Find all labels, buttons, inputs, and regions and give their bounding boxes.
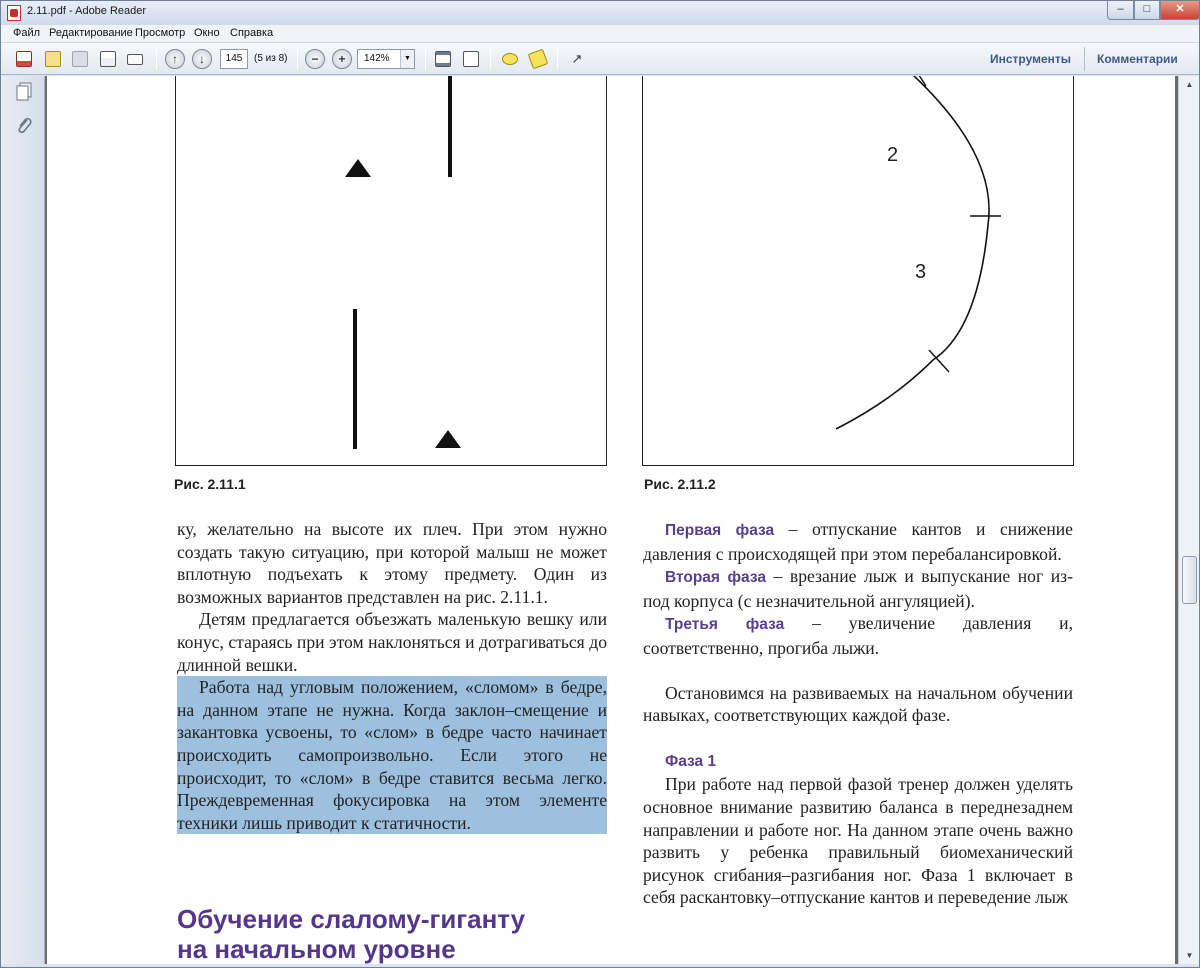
plus-icon: +	[338, 52, 346, 66]
open-file-button[interactable]	[42, 48, 64, 70]
menu-file[interactable]: Файл	[13, 27, 41, 39]
zoom-select[interactable]	[357, 49, 415, 69]
figure-2-11-2	[642, 76, 1074, 466]
scroll-up-icon[interactable]: ▲	[1185, 80, 1194, 89]
envelope-icon	[127, 54, 143, 65]
pdf-page	[47, 76, 1175, 964]
navigation-pane	[1, 76, 45, 968]
phase-3-text: – увеличение давления и, соответственно, прогиба лыжи.	[643, 613, 1073, 658]
menu-window[interactable]: Окно	[194, 27, 220, 39]
section-heading-line-1: Обучение слалому-гиганту	[177, 904, 526, 934]
subheading-line	[643, 749, 1073, 774]
document-view[interactable]	[45, 76, 1178, 964]
comments-pane-button[interactable]: Комментарии	[1097, 52, 1178, 66]
cone-marker-bottom	[435, 430, 461, 448]
section-heading-line-2: на начальном уровне	[177, 934, 456, 964]
scroll-down-icon[interactable]: ▼	[1185, 951, 1194, 960]
phase-2-label: Вторая фаза	[665, 569, 766, 587]
create-pdf-button[interactable]	[13, 48, 35, 70]
minus-icon: −	[311, 52, 319, 66]
phase-3-label: Третья фаза	[665, 616, 785, 634]
figure-2-11-2-drawing	[643, 76, 1073, 465]
page-thumbnails-icon[interactable]	[15, 82, 33, 102]
paragraph: ку, желательно на высоте их плеч. При этом нужно создать такую ситуацию, при которой малыш не может вплотную подъехать к этому предмету. Один из возможных вариантов представлен на рис. 2.11.1.	[177, 519, 607, 607]
save-icon	[72, 51, 88, 67]
fit-page-icon	[435, 51, 451, 67]
phase-2-paragraph	[643, 565, 1073, 612]
arrow-up-icon: ↑	[172, 52, 178, 66]
highlighter-icon	[528, 49, 549, 70]
menu-view[interactable]: Просмотр	[135, 27, 186, 39]
menu-edit[interactable]: Редактирование	[49, 27, 133, 39]
minimize-button[interactable]: –	[1107, 1, 1134, 20]
fit-width-icon	[463, 51, 479, 67]
speech-bubble-icon	[502, 53, 518, 65]
highlighted-paragraph[interactable]: Работа над угловым положением, «сломом» в бедре, на данном этапе не нужна. Когда заклон–смещение и закантовка усвоены, то «слом» в бедре часто начинает происходить самопроизвольно. Если этого не происходит, то «слом» в бедре ставится весьма легко. Преждевременная фокусировка на этом элементе техники лишь приводит к статичности.	[177, 677, 607, 833]
expand-arrows-icon: ↗	[571, 51, 583, 66]
save-button[interactable]	[69, 48, 91, 70]
long-pole-bottom	[353, 309, 357, 449]
section-heading	[177, 904, 525, 964]
zoom-in-button[interactable]	[332, 49, 352, 69]
fit-page-button[interactable]	[432, 48, 454, 70]
menu-bar	[1, 25, 1200, 43]
paragraph: Детям предлагается объезжать маленькую вешку или конус, стараясь при этом наклоняться и дотрагиваться до длинной вешки.	[177, 609, 607, 675]
create-pdf-icon	[16, 51, 32, 67]
next-page-button[interactable]	[192, 49, 212, 69]
email-button[interactable]	[124, 48, 146, 70]
print-button[interactable]	[97, 48, 119, 70]
phase-1-label: Первая фаза	[665, 522, 775, 539]
figure-2-11-1	[175, 76, 607, 466]
fit-width-button[interactable]	[460, 48, 482, 70]
chevron-down-icon[interactable]: ▼	[400, 50, 414, 68]
page-number-input[interactable]: 145	[220, 49, 248, 69]
figure-2-11-2-caption: Рис. 2.11.2	[644, 476, 716, 492]
highlight-button[interactable]	[527, 48, 549, 70]
paragraph: При работе над первой фазой тренер должен уделять основное внимание развитию баланса в переднезаднем направлении и работе ног. На данном этапе очень важно развить у ребенка правильный биомеханический рисунок сгибания–разгибания ног. Фаза 1 включает в себя раскантовку–отпускание кантов и переведение лыж	[643, 774, 1073, 908]
print-icon	[100, 51, 116, 67]
long-pole-top	[448, 76, 452, 177]
phase-1-text: – отпускание кантов и снижение давления с происходящей при этом перебалансировкой.	[643, 519, 1073, 564]
close-button[interactable]: ✕	[1160, 1, 1200, 20]
phase-3-label: 3	[915, 261, 927, 283]
tools-pane-button[interactable]: Инструменты	[990, 52, 1072, 66]
paragraph: Остановимся на развиваемых на начальном обучении навыках, соответствующих каждой фазе.	[643, 682, 1073, 726]
attachments-paperclip-icon[interactable]	[15, 116, 33, 136]
figure-2-11-1-drawing	[176, 76, 606, 465]
phase-3-paragraph	[643, 612, 1073, 659]
maximize-button[interactable]: □	[1134, 1, 1160, 20]
arrow-down-icon: ↓	[199, 52, 205, 66]
scroll-thumb[interactable]	[1182, 556, 1197, 604]
sticky-note-button[interactable]	[499, 48, 521, 70]
page-of-label: (5 из 8)	[254, 53, 288, 64]
menu-help[interactable]: Справка	[230, 27, 274, 39]
bottom-edge	[1, 964, 1200, 968]
window-title: 2.11.pdf - Adobe Reader	[27, 5, 147, 17]
phase-2-text: – врезание лыж и выпускание ног из-под корпуса (с незначительной ангуляцией).	[643, 566, 1073, 611]
phase-1-paragraph	[643, 518, 1073, 565]
vertical-scrollbar[interactable]	[1178, 76, 1200, 964]
previous-page-button[interactable]	[165, 49, 185, 69]
open-file-icon	[45, 51, 61, 67]
zoom-out-button[interactable]	[305, 49, 325, 69]
adobe-reader-app-icon[interactable]	[7, 5, 21, 21]
zoom-value: 142%	[364, 53, 390, 64]
title-bar	[1, 1, 1200, 25]
phase-2-label: 2	[887, 144, 899, 166]
expand-view-button[interactable]	[566, 48, 588, 70]
turn-arc	[836, 76, 989, 429]
left-column	[177, 518, 607, 834]
phase-1-subheading: Фаза 1	[665, 752, 717, 770]
right-column	[643, 518, 1073, 909]
figure-2-11-1-caption: Рис. 2.11.1	[174, 476, 246, 492]
cone-marker-top	[345, 159, 371, 177]
